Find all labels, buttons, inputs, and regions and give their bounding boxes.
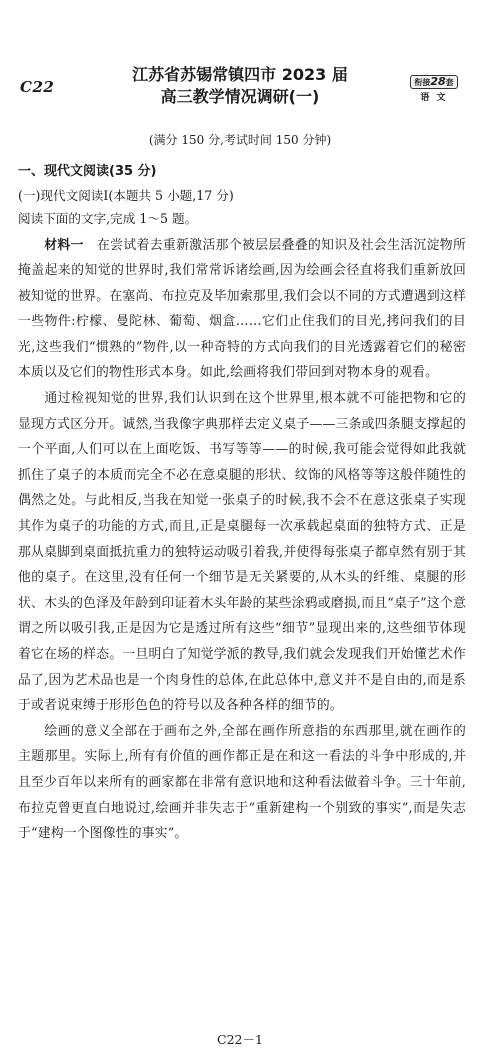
series-logo-badge [410,75,457,89]
main-content [18,160,466,847]
material-paragraph-1-text: 在尝试着去重新激活那个被层层叠叠的知识及社会生活沉淀物所掩盖起来的知觉的世界时,我们常常诉诸绘画,因为绘画会径直将我们重新放回被知觉的世界。在塞尚、布拉克及毕加索那里,我们会以不同的方式遭遇到这样一些物件:柠檬、曼陀林、葡萄、烟盒……它们止住我们的目光,拷问我们的目光,这些我们“惯熟的”物件,以一种奇特的方式向我们的目光透露着它们的秘密本质以及它们的物性形式本身。如此,绘画将我们带回到对物本身的观看。 [18,237,466,381]
logo-number: 28 [430,75,446,88]
material-paragraph-3 [18,719,466,847]
reading-instruction: 阅读下面的文字,完成 1～5 题。 [18,211,198,226]
series-logo [410,70,458,103]
paper-code: C22 [20,78,55,96]
page-number: C22－1 [217,1032,263,1047]
material-paragraph-1 [18,233,466,387]
logo-prefix: 衔接 [414,78,431,87]
material-label: 材料一 [44,237,84,253]
page-header [0,64,480,120]
exam-title-line-2: 高三教学情况调研(一) [160,87,320,106]
exam-title-line-1: 江苏省苏锡常镇四市 2023 届 [132,65,348,84]
exam-title [120,64,360,108]
section-subtitle: (一)现代文阅读Ⅰ(本题共 5 小题,17 分) [18,187,234,203]
material-paragraph-2-text: 通过检视知觉的世界,我们认识到在这个世界里,根本就不可能把物和它的显现方式区分开。诚然,当我像字典那样去定义桌子——三条或四条腿支撑起的一个平面,人们可以在上面吃饭、书写等等——的时候,我可能会觉得如此我就抓住了桌子的本质而完全不必在意桌腿的形状、纹饰的风格等等这般伴随性的偶然之处。与此相反,当我在知觉一张桌子的时候,我不会不在意这张桌子实现其作为桌子的功能的方式,而且,正是桌腿每一次承载起桌面的独特方式、正是那从桌脚到桌面抵抗重力的独特运动吸引着我,并使得每张桌子都卓然有别于其他的桌子。在这里,没有任何一个细节是无关紧要的,从木头的纤维、桌腿的形状、木头的色泽及年龄到印证着木头年龄的某些涂鸦或磨损,而且“桌子”这个意谓之所以吸引我,正是因为它是透过所有这些“细节”显现出来的,这些细节体现着它在场的样态。一旦明白了知觉学派的教导,我们就会发现我们开始懂艺术作品了,因为艺术品也是一个肉身性的总体,在此总体中,意义并不是自由的,而是系于或者说束缚于形形色色的符号以及各种各样的细节的。 [18,391,466,714]
material-paragraph-3-text: 绘画的意义全部在于画布之外,全部在画作所意指的东西那里,就在画作的主题那里。实际上,所有有价值的画作都正是在和这一看法的斗争中形成的,并且至少百年以来所有的画家都在非常有意识地和这种看法做着斗争。三十年前,布拉克曾更直白地说过,绘画并非失志于“重新建构一个别致的事实”,而是失志于“建构一个图像性的事实”。 [18,723,466,842]
section-title: 一、现代文阅读(35 分) [18,164,157,179]
logo-suffix: 套 [445,78,454,87]
exam-info: (满分 150 分,考试时间 150 分钟) [148,133,332,147]
subject-label: 语 文 [420,93,448,103]
material-paragraph-2 [18,386,466,719]
